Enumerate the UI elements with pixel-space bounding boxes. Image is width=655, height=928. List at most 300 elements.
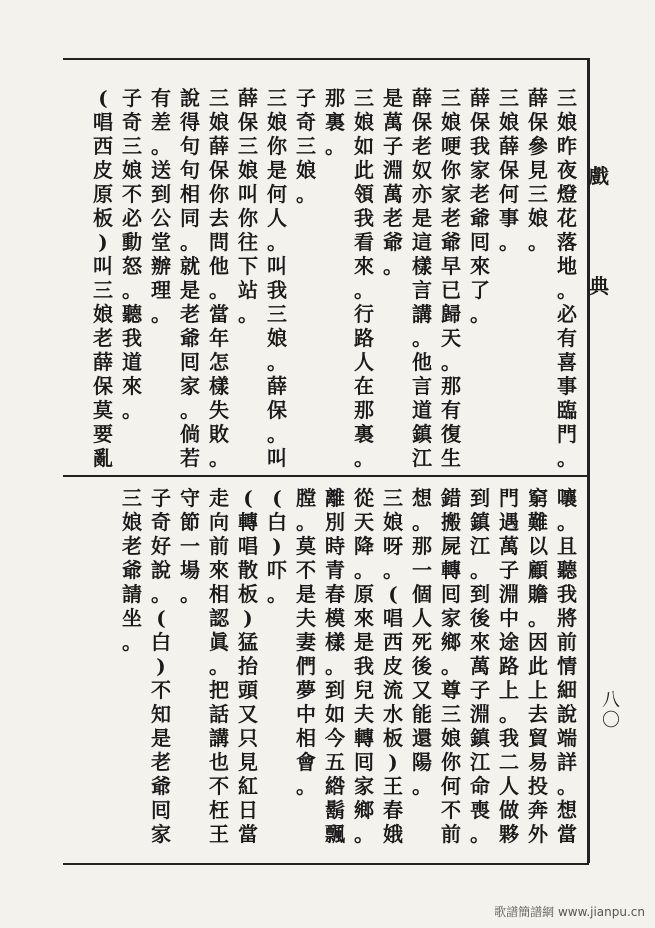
- glyph: 唱: [238, 534, 258, 558]
- glyph: 流: [383, 678, 403, 702]
- text-column: [411, 486, 433, 798]
- glyph: 那: [412, 534, 432, 558]
- glyph: 此: [354, 158, 374, 182]
- glyph: 同: [180, 206, 200, 230]
- glyph: 鄉: [354, 798, 374, 822]
- glyph: 講: [209, 726, 229, 750]
- glyph: 江: [412, 446, 432, 470]
- glyph: 就: [180, 254, 200, 278]
- glyph: 尊: [441, 678, 461, 702]
- glyph: 保: [528, 110, 548, 134]
- text-column: [237, 486, 259, 846]
- glyph: 失: [209, 398, 229, 422]
- glyph: 日: [238, 798, 258, 822]
- glyph: 囘: [441, 582, 461, 606]
- glyph: 二: [499, 750, 519, 774]
- glyph: 相: [296, 726, 316, 750]
- glyph: 青: [325, 558, 345, 582]
- glyph: 爺: [180, 326, 200, 350]
- glyph: 。: [267, 422, 287, 446]
- glyph: 到: [325, 678, 345, 702]
- glyph: 們: [296, 654, 316, 678]
- glyph: 三: [383, 486, 403, 510]
- glyph: 。: [441, 350, 461, 374]
- glyph: 囘: [470, 230, 490, 254]
- glyph: 到: [151, 182, 171, 206]
- glyph: 會: [296, 750, 316, 774]
- glyph: 。: [412, 510, 432, 534]
- text-column: [324, 86, 346, 158]
- glyph: 上: [499, 678, 519, 702]
- glyph: 從: [354, 486, 374, 510]
- glyph: 紅: [238, 774, 258, 798]
- glyph: 哽: [441, 134, 461, 158]
- glyph: 白: [267, 510, 287, 534]
- glyph: 是: [354, 630, 374, 654]
- glyph: 。: [499, 702, 519, 726]
- glyph: 向: [209, 510, 229, 534]
- glyph: 句: [180, 158, 200, 182]
- glyph: 此: [528, 654, 548, 678]
- glyph: 來: [122, 374, 142, 398]
- glyph: 話: [209, 702, 229, 726]
- glyph: 說: [557, 702, 577, 726]
- glyph: 你: [441, 750, 461, 774]
- glyph: 早: [441, 254, 461, 278]
- glyph: 地: [557, 254, 577, 278]
- glyph: 中: [499, 606, 519, 630]
- glyph: 綹: [325, 774, 345, 798]
- glyph: 如: [354, 134, 374, 158]
- glyph: 萬: [470, 654, 490, 678]
- glyph: 。: [151, 134, 171, 158]
- glyph: 個: [412, 582, 432, 606]
- glyph: ): [98, 230, 108, 254]
- glyph: 家: [441, 606, 461, 630]
- glyph: 奔: [528, 798, 548, 822]
- glyph: 吓: [267, 558, 287, 582]
- glyph: 。: [557, 446, 577, 470]
- glyph: 我: [354, 206, 374, 230]
- glyph: 萬: [499, 534, 519, 558]
- glyph: 夫: [296, 606, 316, 630]
- glyph: 聽: [557, 558, 577, 582]
- glyph: 。: [180, 230, 200, 254]
- glyph: (: [388, 582, 398, 606]
- glyph: 子: [296, 86, 316, 110]
- glyph: 娘: [209, 110, 229, 134]
- glyph: 說: [151, 558, 171, 582]
- text-column: [353, 86, 375, 470]
- glyph: 家: [441, 182, 461, 206]
- glyph: 後: [470, 606, 490, 630]
- glyph: 薛: [209, 134, 229, 158]
- glyph: 當: [238, 822, 258, 846]
- glyph: 往: [238, 230, 258, 254]
- glyph: 去: [209, 206, 229, 230]
- glyph: 那: [354, 398, 374, 422]
- glyph: 爺: [383, 230, 403, 254]
- glyph: 轉: [354, 726, 374, 750]
- text-column: [498, 86, 520, 254]
- text-column: [556, 86, 578, 470]
- glyph: 淵: [499, 582, 519, 606]
- glyph: 復: [441, 422, 461, 446]
- glyph: 。: [470, 822, 490, 846]
- glyph: 喪: [470, 798, 490, 822]
- glyph: 怎: [209, 350, 229, 374]
- glyph: 。: [151, 582, 171, 606]
- text-column: [382, 86, 404, 278]
- text-column: [498, 486, 520, 846]
- text-column: [411, 86, 433, 470]
- glyph: 能: [412, 702, 432, 726]
- glyph: 保: [267, 398, 287, 422]
- glyph: 難: [528, 510, 548, 534]
- glyph: 人: [499, 774, 519, 798]
- glyph: 老: [441, 206, 461, 230]
- glyph: 萬: [383, 110, 403, 134]
- glyph: 是: [383, 86, 403, 110]
- glyph: 三: [93, 278, 113, 302]
- glyph: 必: [122, 206, 142, 230]
- glyph: 領: [354, 182, 374, 206]
- glyph: 。: [267, 230, 287, 254]
- glyph: 差: [151, 110, 171, 134]
- glyph: 搬: [441, 510, 461, 534]
- glyph: 年: [209, 326, 229, 350]
- glyph: 。: [528, 230, 548, 254]
- glyph: 中: [296, 702, 316, 726]
- glyph: 嚷: [557, 486, 577, 510]
- glyph: 淵: [383, 158, 403, 182]
- glyph: 是: [296, 582, 316, 606]
- text-column: [382, 486, 404, 846]
- glyph: 見: [238, 750, 258, 774]
- glyph: 娘: [122, 158, 142, 182]
- glyph: 屍: [441, 534, 461, 558]
- glyph: 我: [354, 654, 374, 678]
- glyph: 薛: [528, 86, 548, 110]
- glyph: 相: [209, 582, 229, 606]
- glyph: 詳: [557, 750, 577, 774]
- glyph: 來: [470, 630, 490, 654]
- glyph: 原: [93, 182, 113, 206]
- glyph: 窮: [528, 486, 548, 510]
- glyph: 花: [557, 206, 577, 230]
- glyph: 娘: [354, 110, 374, 134]
- text-column: [92, 86, 114, 470]
- glyph: 問: [209, 230, 229, 254]
- glyph: 保: [209, 158, 229, 182]
- glyph: 不: [209, 774, 229, 798]
- glyph: 天: [354, 510, 374, 534]
- text-column: [208, 86, 230, 470]
- glyph: 當: [557, 822, 577, 846]
- glyph: 春: [325, 582, 345, 606]
- glyph: 上: [528, 678, 548, 702]
- glyph: 囘: [151, 798, 171, 822]
- glyph: 板: [93, 206, 113, 230]
- glyph: 三: [441, 702, 461, 726]
- glyph: 歸: [441, 302, 461, 326]
- glyph: 走: [209, 486, 229, 510]
- glyph: 叫: [238, 182, 258, 206]
- glyph: 我: [122, 326, 142, 350]
- text-column: [179, 486, 201, 606]
- glyph: 命: [470, 774, 490, 798]
- glyph: 想: [412, 486, 432, 510]
- glyph: 保: [238, 110, 258, 134]
- glyph: 錯: [441, 486, 461, 510]
- glyph: 三: [267, 86, 287, 110]
- glyph: 是: [180, 278, 200, 302]
- text-column: [266, 86, 288, 470]
- glyph: 囘: [354, 750, 374, 774]
- glyph: 老: [383, 206, 403, 230]
- glyph: 三: [354, 86, 374, 110]
- glyph: 三: [557, 86, 577, 110]
- glyph: 以: [528, 534, 548, 558]
- glyph: 老: [93, 326, 113, 350]
- glyph: 薛: [412, 86, 432, 110]
- glyph: 公: [151, 206, 171, 230]
- glyph: 老: [470, 182, 490, 206]
- glyph: 江: [470, 750, 490, 774]
- text-column: [469, 86, 491, 326]
- glyph: 保: [470, 110, 490, 134]
- glyph: 當: [209, 302, 229, 326]
- glyph: 離: [325, 486, 345, 510]
- glyph: 場: [180, 558, 200, 582]
- glyph: 子: [122, 86, 142, 110]
- glyph: 事: [557, 374, 577, 398]
- glyph: 老: [122, 534, 142, 558]
- glyph: 理: [151, 278, 171, 302]
- glyph: 因: [528, 630, 548, 654]
- glyph: 西: [93, 134, 113, 158]
- glyph: 奴: [412, 158, 432, 182]
- glyph: 時: [325, 534, 345, 558]
- page-number: 八〇: [599, 690, 620, 730]
- glyph: 。: [354, 822, 374, 846]
- glyph: 。: [383, 558, 403, 582]
- glyph: 三: [238, 134, 258, 158]
- glyph: 我: [499, 726, 519, 750]
- glyph: 不: [151, 678, 171, 702]
- glyph: 老: [151, 750, 171, 774]
- glyph: 敗: [209, 422, 229, 446]
- glyph: 。: [151, 302, 171, 326]
- glyph: 保: [93, 374, 113, 398]
- glyph: 死: [412, 630, 432, 654]
- glyph: 不: [441, 798, 461, 822]
- glyph: 薛: [499, 134, 519, 158]
- glyph: 那: [325, 86, 345, 110]
- glyph: 奇: [296, 110, 316, 134]
- glyph: ): [243, 606, 253, 630]
- text-column: [324, 486, 346, 846]
- glyph: 囘: [180, 350, 200, 374]
- glyph: 唱: [383, 606, 403, 630]
- glyph: 前: [441, 822, 461, 846]
- glyph: 水: [383, 702, 403, 726]
- glyph: 家: [470, 158, 490, 182]
- glyph: 三: [499, 86, 519, 110]
- glyph: 。: [296, 182, 316, 206]
- book-title-char-1: 戲: [589, 164, 609, 188]
- glyph: 膛: [296, 486, 316, 510]
- glyph: 若: [180, 446, 200, 470]
- glyph: 猛: [238, 630, 258, 654]
- glyph: 薛: [470, 86, 490, 110]
- glyph: 且: [557, 534, 577, 558]
- glyph: 。: [325, 134, 345, 158]
- glyph: 贍: [528, 582, 548, 606]
- glyph: 保: [412, 110, 432, 134]
- glyph: 夢: [296, 678, 316, 702]
- glyph: 娥: [383, 822, 403, 846]
- text-column: [440, 86, 462, 470]
- glyph: 。: [209, 446, 229, 470]
- glyph: 薛: [238, 86, 258, 110]
- glyph: 五: [325, 750, 345, 774]
- glyph: 鄉: [441, 630, 461, 654]
- glyph: 裏: [354, 422, 374, 446]
- glyph: 說: [180, 86, 200, 110]
- glyph: 樣: [412, 254, 432, 278]
- glyph: 前: [209, 534, 229, 558]
- glyph: 奇: [151, 510, 171, 534]
- glyph: 爺: [470, 206, 490, 230]
- glyph: 有: [441, 398, 461, 422]
- glyph: 莫: [93, 398, 113, 422]
- glyph: 。: [296, 510, 316, 534]
- glyph: 路: [354, 326, 374, 350]
- glyph: 夥: [499, 822, 519, 846]
- glyph: 降: [354, 534, 374, 558]
- watermark: 歌譜簡譜網 www.jianpu.cn: [494, 905, 645, 919]
- glyph: 途: [499, 630, 519, 654]
- glyph: 娘: [267, 110, 287, 134]
- glyph: ): [388, 750, 398, 774]
- text-column: [295, 486, 317, 798]
- glyph: 爺: [441, 230, 461, 254]
- glyph: 來: [354, 606, 374, 630]
- glyph: 一: [180, 534, 200, 558]
- glyph: 相: [180, 182, 200, 206]
- glyph: 家: [151, 822, 171, 846]
- glyph: 。: [122, 398, 142, 422]
- glyph: 前: [557, 630, 577, 654]
- glyph: 你: [238, 206, 258, 230]
- glyph: 路: [499, 654, 519, 678]
- glyph: 萬: [383, 182, 403, 206]
- glyph: 認: [209, 606, 229, 630]
- glyph: 貿: [528, 726, 548, 750]
- glyph: 又: [238, 702, 258, 726]
- glyph: 送: [151, 158, 171, 182]
- glyph: 。: [557, 278, 577, 302]
- glyph: 辦: [151, 254, 171, 278]
- glyph: 。: [354, 558, 374, 582]
- glyph: 參: [528, 134, 548, 158]
- glyph: 轉: [238, 510, 258, 534]
- glyph: 莫: [296, 534, 316, 558]
- glyph: 來: [470, 254, 490, 278]
- glyph: 樣: [325, 630, 345, 654]
- glyph: 。: [499, 230, 519, 254]
- glyph: 夜: [557, 158, 577, 182]
- glyph: 三: [209, 86, 229, 110]
- glyph: 去: [528, 702, 548, 726]
- text-column: [121, 486, 143, 654]
- glyph: 三: [441, 86, 461, 110]
- glyph: 三: [122, 134, 142, 158]
- glyph: 臨: [557, 398, 577, 422]
- glyph: 。: [383, 254, 403, 278]
- glyph: 到: [470, 582, 490, 606]
- glyph: 遇: [499, 510, 519, 534]
- glyph: 講: [412, 302, 432, 326]
- glyph: 飄: [325, 822, 345, 846]
- glyph: 外: [528, 822, 548, 846]
- glyph: 。: [354, 278, 374, 302]
- glyph: 眞: [209, 630, 229, 654]
- glyph: (: [243, 486, 253, 510]
- text-column: [266, 486, 288, 606]
- glyph: 怒: [122, 254, 142, 278]
- glyph: 一: [412, 558, 432, 582]
- glyph: 你: [441, 158, 461, 182]
- glyph: 昨: [557, 134, 577, 158]
- glyph: 門: [499, 486, 519, 510]
- glyph: 娘: [557, 110, 577, 134]
- glyph: 你: [209, 182, 229, 206]
- glyph: 老: [180, 302, 200, 326]
- glyph: 聽: [122, 302, 142, 326]
- glyph: 鎮: [470, 510, 490, 534]
- glyph: 別: [325, 510, 345, 534]
- glyph: 見: [528, 158, 548, 182]
- glyph: 何: [499, 182, 519, 206]
- glyph: 道: [122, 350, 142, 374]
- glyph: 顧: [528, 558, 548, 582]
- glyph: 到: [470, 486, 490, 510]
- text-column: [440, 486, 462, 846]
- glyph: 是: [412, 206, 432, 230]
- glyph: 娘: [528, 206, 548, 230]
- glyph: 把: [209, 678, 229, 702]
- glyph: 人: [354, 350, 374, 374]
- glyph: 他: [209, 254, 229, 278]
- glyph: 。: [122, 278, 142, 302]
- glyph: 薛: [93, 350, 113, 374]
- glyph: 也: [209, 750, 229, 774]
- text-column: [121, 86, 143, 422]
- glyph: 想: [557, 798, 577, 822]
- glyph: 來: [209, 558, 229, 582]
- glyph: 裏: [325, 110, 345, 134]
- glyph: 倘: [180, 422, 200, 446]
- glyph: 娘: [296, 158, 316, 182]
- glyph: 我: [267, 278, 287, 302]
- glyph: 。: [267, 350, 287, 374]
- glyph: 是: [267, 158, 287, 182]
- text-column: [556, 486, 578, 846]
- glyph: 子: [499, 558, 519, 582]
- glyph: 。: [557, 510, 577, 534]
